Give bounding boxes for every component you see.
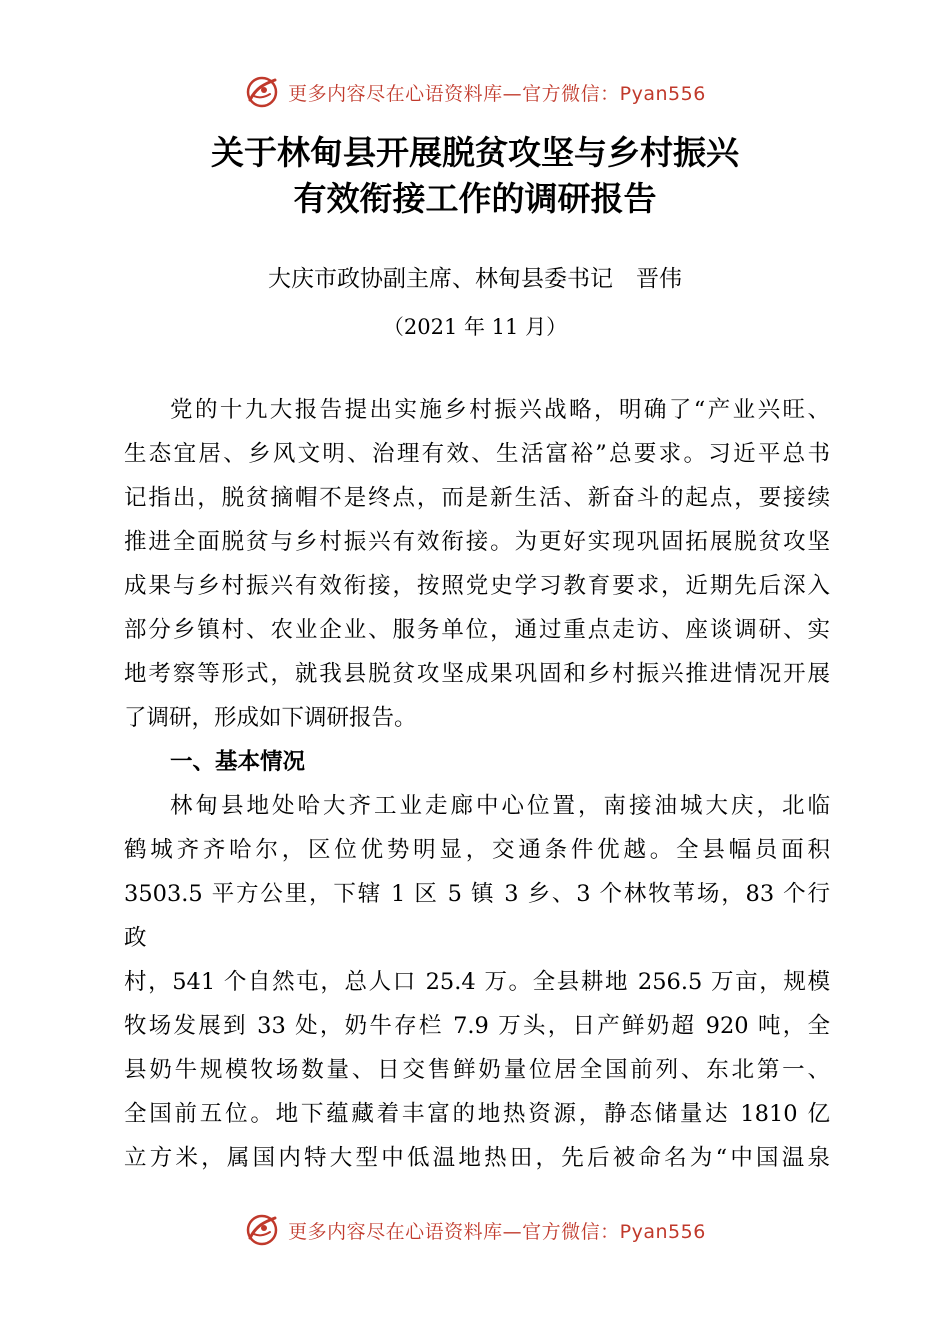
date-line: （2021 年 11 月） — [382, 315, 568, 339]
intro-line: 推进全面脱贫与乡村振兴有效衔接。为更好实现巩固拓展脱贫攻坚 — [124, 529, 830, 555]
watermark-logo-icon — [244, 74, 280, 110]
intro-line: 党的十九大报告提出实施乡村振兴战略，明确了“产业兴旺、 — [170, 397, 830, 423]
section-body-line: 全国前五位。地下蕴藏着丰富的地热资源，静态储量达 1810 亿 — [124, 1101, 830, 1127]
watermark-logo-icon — [244, 1212, 280, 1248]
watermark-text: 更多内容尽在心语资料库—官方微信：Pyan556 — [288, 1220, 706, 1243]
watermark-text: 更多内容尽在心语资料库—官方微信：Pyan556 — [288, 82, 706, 105]
section-body-line: 鹤城齐齐哈尔，区位优势明显，交通条件优越。全县幅员面积 — [124, 837, 830, 863]
section-body-line: 牧场发展到 33 处，奶牛存栏 7.9 万头，日产鲜奶超 920 吨，全 — [124, 1013, 830, 1039]
intro-line: 生态宜居、乡风文明、治理有效、生活富裕”总要求。习近平总书 — [124, 441, 830, 467]
author-line: 大庆市政协副主席、林甸县委书记 晋伟 — [268, 266, 682, 292]
section-heading: 一、基本情况 — [170, 749, 306, 775]
section-body-line: 林甸县地处哈大齐工业走廊中心位置，南接油城大庆，北临 — [170, 793, 830, 819]
header-watermark — [0, 72, 950, 112]
section-body-line: 村，541 个自然屯，总人口 25.4 万。全县耕地 256.5 万亩，规模 — [124, 969, 830, 995]
intro-line: 地考察等形式，就我县脱贫攻坚成果巩固和乡村振兴推进情况开展 — [124, 661, 830, 687]
intro-line: 了调研，形成如下调研报告。 — [124, 705, 417, 731]
intro-line: 部分乡镇村、农业企业、服务单位，通过重点走访、座谈调研、实 — [124, 617, 830, 643]
document-title-line-1: 关于林甸县开展脱贫攻坚与乡村振兴 — [211, 133, 739, 172]
section-body-line: 立方米，属国内特大型中低温地热田，先后被命名为“中国温泉 — [124, 1145, 830, 1171]
section-body-line: 县奶牛规模牧场数量、日交售鲜奶量位居全国前列、东北第一、 — [124, 1057, 830, 1083]
footer-watermark — [0, 1210, 950, 1250]
section-body-line: 政 — [124, 925, 147, 951]
section-body-line: 3503.5 平方公里，下辖 1 区 5 镇 3 乡、3 个林牧苇场，83 个行 — [124, 881, 830, 907]
intro-line: 记指出，脱贫摘帽不是终点，而是新生活、新奋斗的起点，要接续 — [124, 485, 830, 511]
intro-line: 成果与乡村振兴有效衔接，按照党史学习教育要求，近期先后深入 — [124, 573, 830, 599]
document-title-line-2: 有效衔接工作的调研报告 — [293, 179, 657, 218]
